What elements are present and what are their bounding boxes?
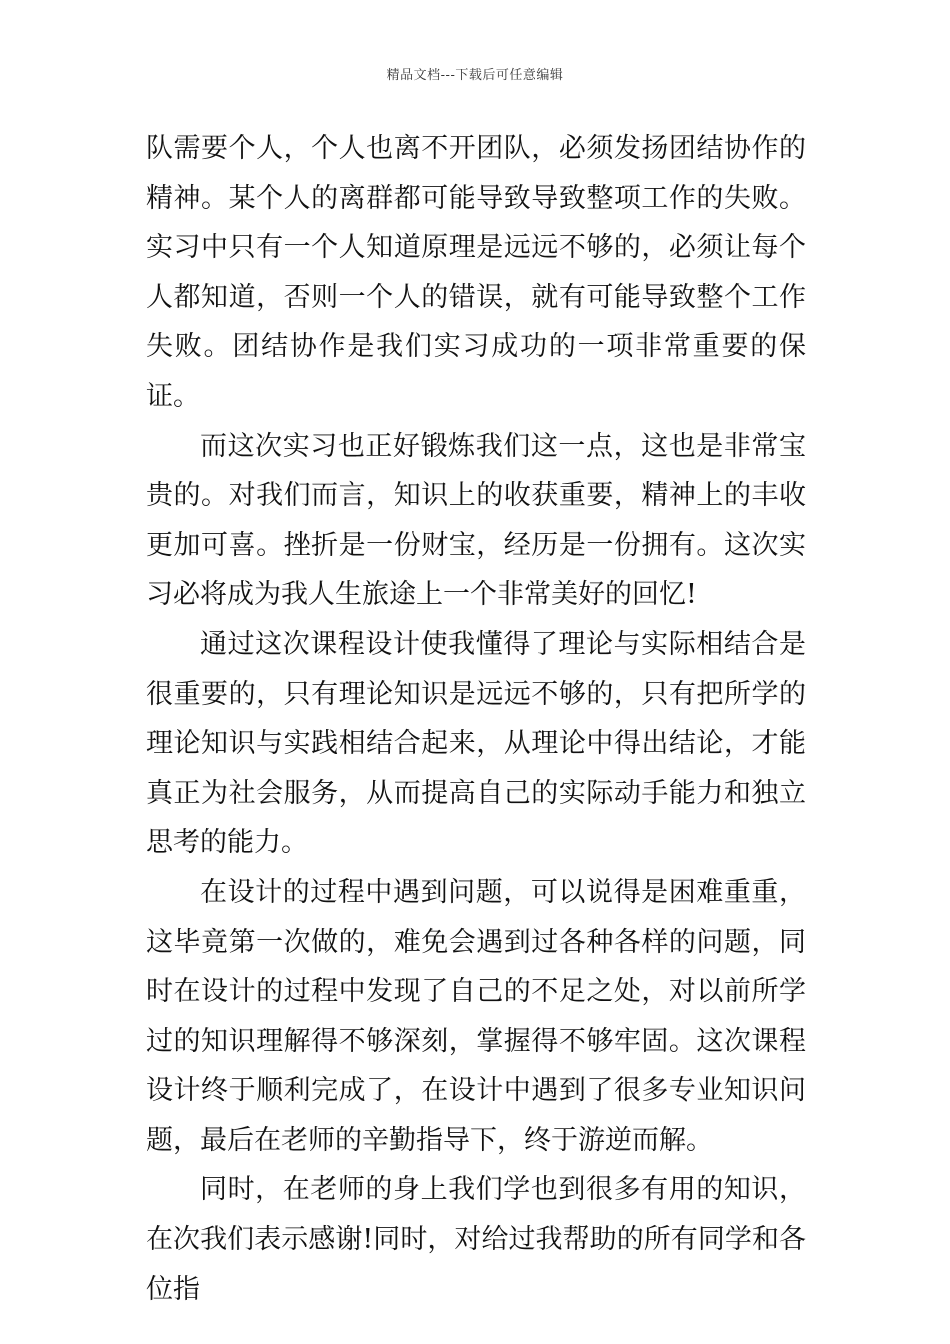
page-header: 精品文档---下载后可任意编辑 [386, 68, 564, 83]
paragraph-4: 在设计的过程中遇到问题，可以说得是困难重重，这毕竟第一次做的，难免会遇到过各种各样的问题，同时在设计的过程中发现了自己的不足之处，对以前所学过的知识理解得不够深刻，掌握得不够牢固。这次课程设计终于顺利完成了，在设计中遇到了很多专业知识问题，最后在老师的辛勤指导下，终于游逆而解。 [146, 876, 806, 1156]
document-body [146, 124, 806, 1314]
paragraph-3: 通过这次课程设计使我懂得了理论与实际相结合是很重要的，只有理论知识是远远不够的，只有把所学的理论知识与实践相结合起来，从理论中得出结论，才能真正为社会服务，从而提高自己的实际动手能力和独立思考的能力。 [146, 628, 806, 859]
paragraph-5: 同时，在老师的身上我们学也到很多有用的知识，在次我们表示感谢!同时，对给过我帮助的所有同学和各位指 [146, 1174, 806, 1305]
paragraph-2: 而这次实习也正好锻炼我们这一点，这也是非常宝贵的。对我们而言，知识上的收获重要，精神上的丰收更加可喜。挫折是一份财宝，经历是一份拥有。这次实习必将成为我人生旅途上一个非常美好的回忆! [146, 430, 806, 611]
paragraph-1: 队需要个人，个人也离不开团队，必须发扬团结协作的精神。某个人的离群都可能导致导致整项工作的失败。实习中只有一个人知道原理是远远不够的，必须让每个人都知道，否则一个人的错误，就有可能导致整个工作失败。团结协作是我们实习成功的一项非常重要的保证。 [146, 133, 806, 412]
